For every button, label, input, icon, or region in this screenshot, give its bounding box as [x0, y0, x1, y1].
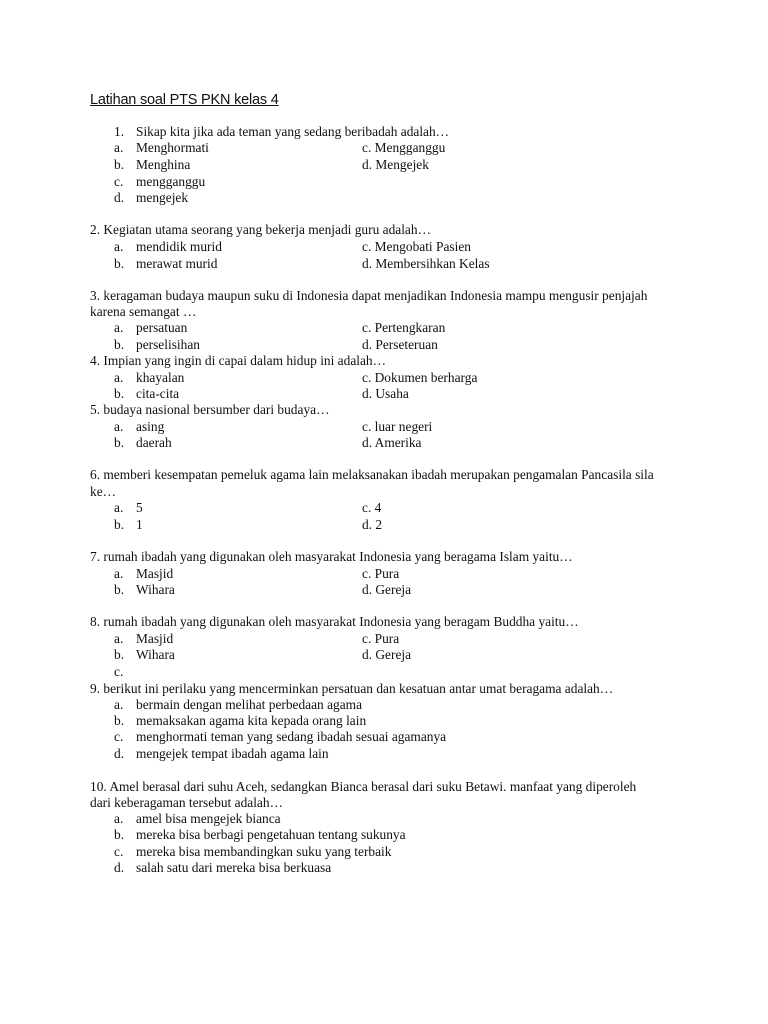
- option-b: perselisihan: [136, 337, 200, 352]
- option-a: persatuan: [136, 320, 188, 335]
- question-10-line-2: dari keberagaman tersebut adalah…: [90, 795, 283, 810]
- option-a: amel bisa mengejek bianca: [136, 811, 281, 826]
- option-c: c. 4: [362, 500, 382, 515]
- option-label: b.: [114, 827, 125, 842]
- option-a: 5: [136, 500, 143, 515]
- option-a: asing: [136, 419, 165, 434]
- option-label: a.: [114, 631, 124, 646]
- option-a: mendidik murid: [136, 239, 222, 254]
- question-6-line-1: 6. memberi kesempatan pemeluk agama lain melaksanakan ibadah merupakan pengamalan Pancasila sila: [90, 467, 654, 482]
- option-b: Wihara: [136, 582, 175, 597]
- option-c-left: mengganggu: [136, 174, 206, 189]
- option-b: daerah: [136, 435, 172, 450]
- option-d: d. Gereja: [362, 582, 412, 597]
- option-label: a.: [114, 500, 124, 515]
- option-label: a.: [114, 370, 124, 385]
- option-d: d. Gereja: [362, 647, 412, 662]
- option-c: c. Mengganggu: [362, 140, 446, 155]
- option-d: mengejek tempat ibadah agama lain: [136, 746, 329, 761]
- option-b: 1: [136, 517, 143, 532]
- option-d: d. Mengejek: [362, 157, 429, 172]
- document-title: Latihan soal PTS PKN kelas 4: [90, 92, 279, 108]
- option-label: a.: [114, 811, 124, 826]
- option-label: a.: [114, 140, 124, 155]
- option-a: bermain dengan melihat perbedaan agama: [136, 697, 363, 712]
- option-b: memaksakan agama kita kepada orang lain: [136, 713, 367, 728]
- option-a: khayalan: [136, 370, 185, 385]
- option-label: c.: [114, 174, 124, 189]
- question-8: 8. rumah ibadah yang digunakan oleh masyarakat Indonesia yang beragam Buddha yaitu…: [90, 614, 579, 629]
- option-d-left: mengejek: [136, 190, 189, 205]
- option-c: menghormati teman yang sedang ibadah sesuai agamanya: [136, 729, 447, 744]
- option-c: c. Dokumen berharga: [362, 370, 478, 385]
- question-5: 5. budaya nasional bersumber dari budaya…: [90, 402, 330, 417]
- option-label: c.: [114, 729, 124, 744]
- option-d: d. Usaha: [362, 386, 409, 401]
- question-text: Sikap kita jika ada teman yang sedang beribadah adalah…: [136, 124, 450, 139]
- option-label: b.: [114, 647, 125, 662]
- option-c: c. Mengobati Pasien: [362, 239, 471, 254]
- option-label: b.: [114, 435, 125, 450]
- option-label: a.: [114, 320, 124, 335]
- option-label: b.: [114, 157, 125, 172]
- option-label: d.: [114, 190, 125, 205]
- option-label: a.: [114, 419, 124, 434]
- question-7: 7. rumah ibadah yang digunakan oleh masyarakat Indonesia yang beragama Islam yaitu…: [90, 549, 573, 564]
- option-b: merawat murid: [136, 256, 218, 271]
- option-c: mereka bisa membandingkan suku yang terbaik: [136, 844, 392, 859]
- option-label: a.: [114, 697, 124, 712]
- option-label: c.: [114, 844, 124, 859]
- option-d: d. Membersihkan Kelas: [362, 256, 490, 271]
- option-c: c. Pertengkaran: [362, 320, 446, 335]
- option-label: b.: [114, 256, 125, 271]
- option-a: Masjid: [136, 631, 174, 646]
- question-6-line-2: ke…: [90, 484, 117, 499]
- option-label: b.: [114, 713, 125, 728]
- option-label: c.: [114, 664, 124, 679]
- option-label: a.: [114, 566, 124, 581]
- question-2: 2. Kegiatan utama seorang yang bekerja menjadi guru adalah…: [90, 222, 431, 237]
- question-3-line-1: 3. keragaman budaya maupun suku di Indonesia dapat menjadikan Indonesia mampu mengusir penjajah: [90, 288, 648, 303]
- option-c: c. Pura: [362, 631, 400, 646]
- option-c: c. luar negeri: [362, 419, 433, 434]
- option-d: d. Amerika: [362, 435, 422, 450]
- option-label: b.: [114, 337, 125, 352]
- question-4: 4. Impian yang ingin di capai dalam hidup ini adalah…: [90, 353, 387, 368]
- option-label: a.: [114, 239, 124, 254]
- option-label: b.: [114, 517, 125, 532]
- option-d: d. Perseteruan: [362, 337, 438, 352]
- question-10-line-1: 10. Amel berasal dari suhu Aceh, sedangkan Bianca berasal dari suku Betawi. manfaat yang diperoleh: [90, 779, 637, 794]
- option-c: c. Pura: [362, 566, 400, 581]
- question-number: 1.: [114, 124, 125, 139]
- option-b: mereka bisa berbagi pengetahuan tentang sukunya: [136, 827, 406, 842]
- question-9: 9. berikut ini perilaku yang mencerminkan persatuan dan kesatuan antar umat beragama adalah…: [90, 681, 614, 696]
- option-label: d.: [114, 746, 125, 761]
- option-b: Wihara: [136, 647, 175, 662]
- option-label: d.: [114, 860, 125, 875]
- option-label: b.: [114, 582, 125, 597]
- option-a: Masjid: [136, 566, 174, 581]
- option-b: cita-cita: [136, 386, 180, 401]
- question-3-line-2: karena semangat …: [90, 304, 197, 319]
- option-label: b.: [114, 386, 125, 401]
- option-d: d. 2: [362, 517, 383, 532]
- option-b: Menghina: [136, 157, 191, 172]
- option-d: salah satu dari mereka bisa berkuasa: [136, 860, 332, 875]
- option-a: Menghormati: [136, 140, 209, 155]
